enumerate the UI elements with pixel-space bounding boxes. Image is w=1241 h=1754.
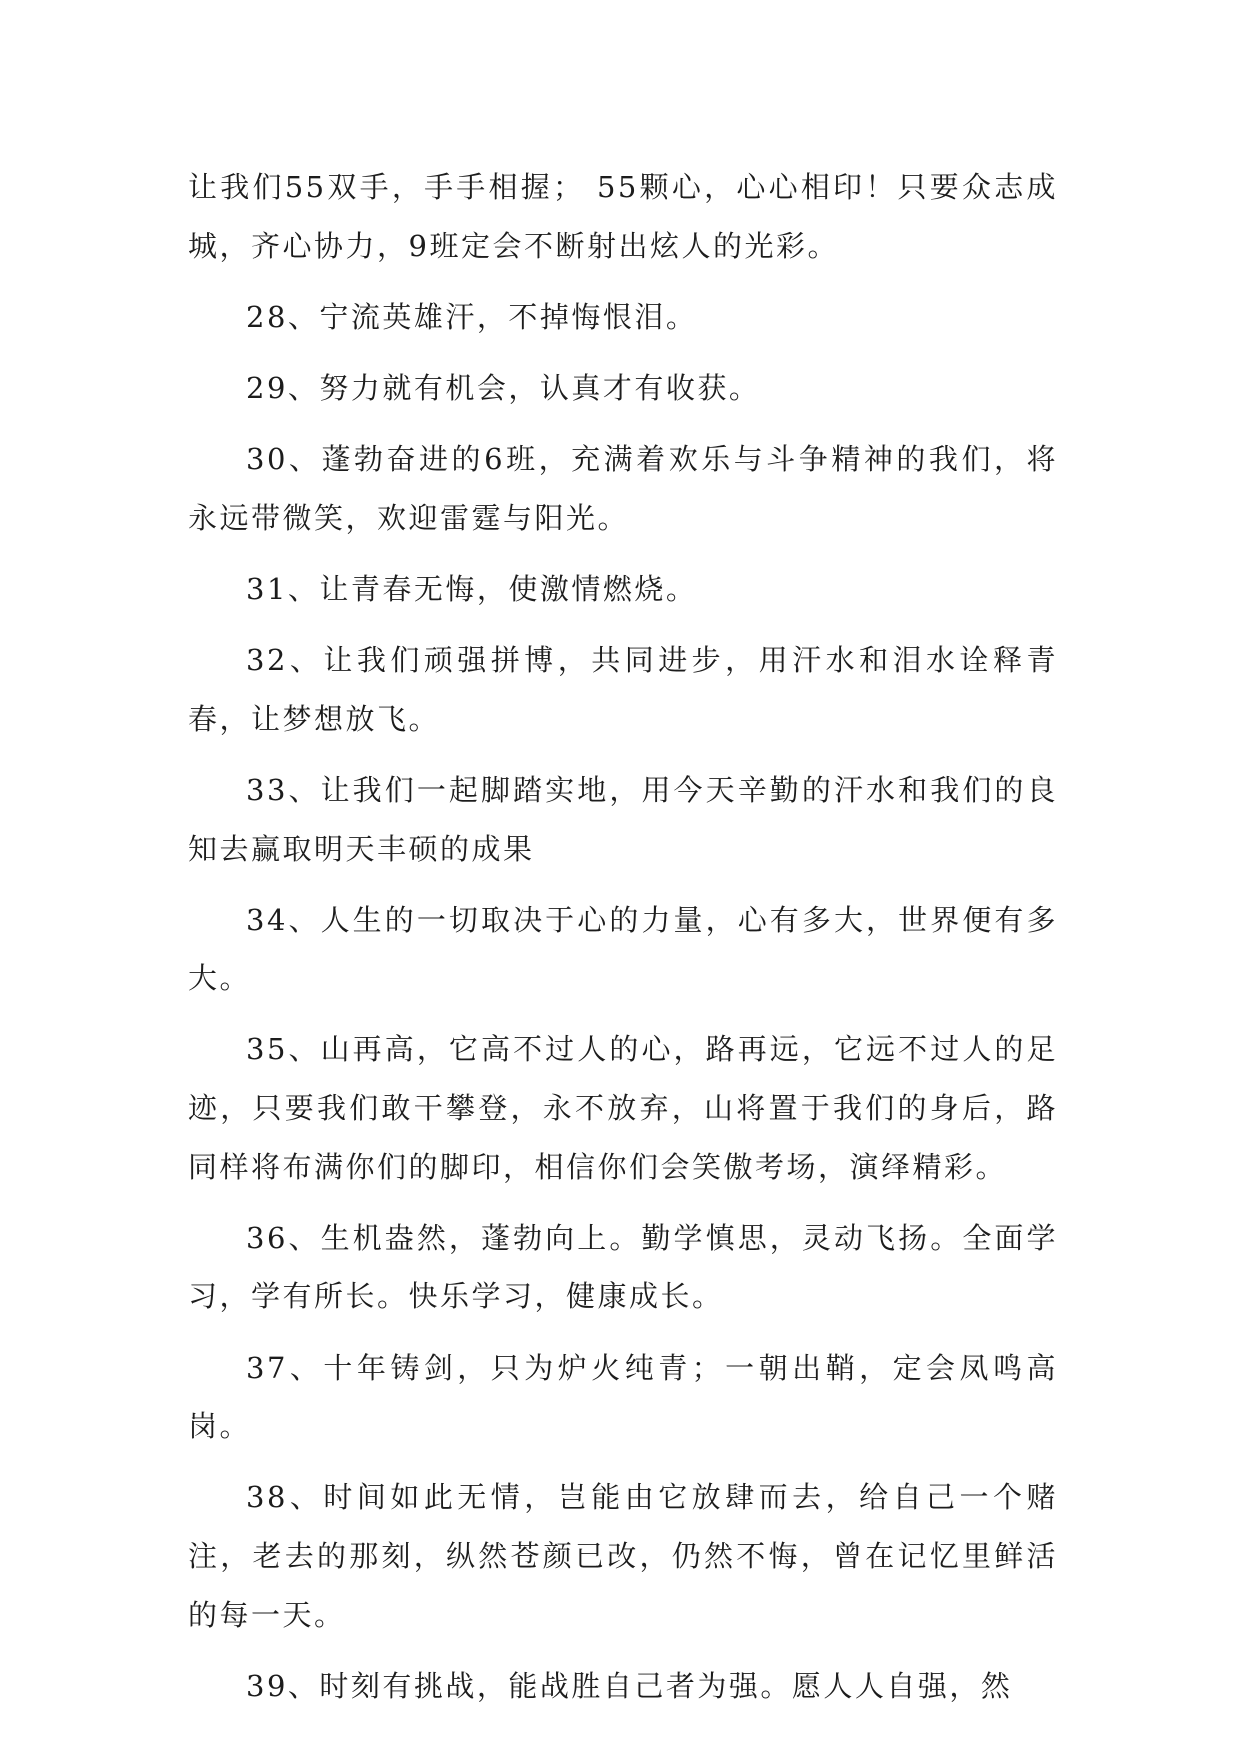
paragraph-37: 37、十年铸剑，只为炉火纯青；一朝出鞘，定会凤鸣高岗。 — [188, 1350, 1058, 1444]
paragraph-34: 34、人生的一切取决于心的力量，心有多大，世界便有多大。 — [188, 902, 1058, 996]
paragraph-38: 38、时间如此无情，岂能由它放肆而去，给自己一个赌注，老去的那刻，纵然苍颜已改，仍然不悔，曾在记忆里鲜活的每一天。 — [188, 1480, 1058, 1632]
paragraph-30: 30、蓬勃奋进的6班，充满着欢乐与斗争精神的我们，将永远带微笑，欢迎雷霆与阳光。 — [188, 442, 1058, 535]
paragraph-31: 31、让青春无悔，使激情燃烧。 — [246, 571, 698, 606]
paragraph-39: 39、时刻有挑战，能战胜自己者为强。愿人人自强，然 — [246, 1668, 1013, 1703]
paragraph-36: 36、生机盎然，蓬勃向上。勤学慎思，灵动飞扬。全面学习，学有所长。快乐学习，健康成长。 — [188, 1220, 1058, 1314]
paragraph-continued: 让我们55双手，手手相握； 55颗心，心心相印！只要众志成城，齐心协力，9班定会不断射出炫人的光彩。 — [188, 170, 1058, 263]
paragraph-29: 29、努力就有机会，认真才有收获。 — [246, 370, 761, 405]
paragraph-35: 35、山再高，它高不过人的心，路再远，它远不过人的足迹，只要我们敢干攀登，永不放弃，山将置于我们的身后，路同样将布满你们的脚印，相信你们会笑傲考场，演绎精彩。 — [188, 1032, 1058, 1184]
document-body — [188, 158, 1058, 1728]
paragraph-28: 28、宁流英雄汗，不掉悔恨泪。 — [246, 299, 698, 334]
paragraph-33: 33、让我们一起脚踏实地，用今天辛勤的汗水和我们的良知去赢取明天丰硕的成果 — [188, 772, 1058, 866]
paragraph-32: 32、让我们顽强拼博，共同进步，用汗水和泪水诠释青春，让梦想放飞。 — [188, 643, 1058, 736]
